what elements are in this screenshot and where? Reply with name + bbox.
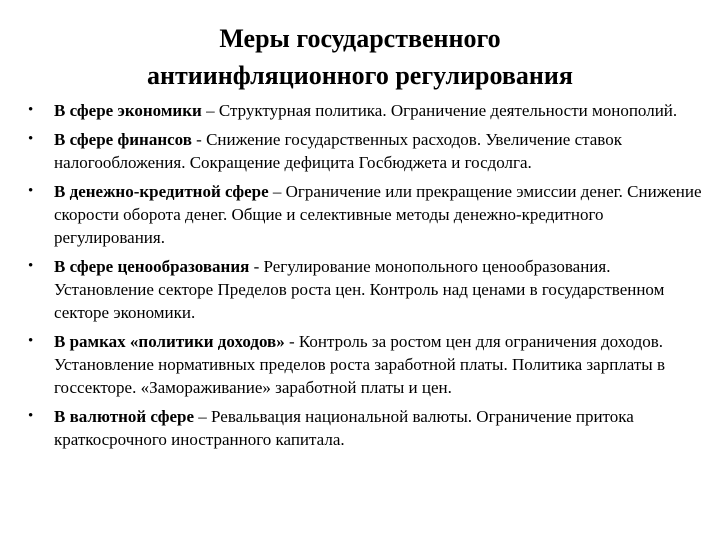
title-line-2: антиинфляционного регулирования [147, 61, 573, 90]
bullet-item-monetary [25, 180, 705, 249]
bullet-lead: В сфере ценообразования [54, 257, 250, 276]
bullet-text: - Регулирование монопольного ценообразования. Установление секторе Пределов роста цен. Контроль над ценами в государственном секторе экономики. [54, 257, 665, 322]
bullet-icon: • [28, 131, 34, 147]
bullet-icon: • [28, 102, 34, 118]
bullet-lead: В рамках «политики доходов» [54, 332, 285, 351]
bullet-text: – Ревальвация национальной валюты. Ограничение притока краткосрочного иностранного капитала. [54, 407, 634, 449]
bullet-item-currency [25, 405, 705, 451]
title-line-1: Меры государственного [219, 24, 501, 53]
bullet-item-economy [25, 99, 705, 122]
bullet-icon: • [28, 258, 34, 274]
bullet-icon: • [28, 183, 34, 199]
bullet-icon: • [28, 408, 34, 424]
bullet-text: – Структурная политика. Ограничение деятельности монополий. [201, 101, 678, 120]
bullet-item-pricing [25, 255, 705, 324]
bullet-lead: В сфере экономики [54, 101, 202, 120]
bullet-list [25, 99, 705, 457]
bullet-item-finance [25, 128, 705, 174]
bullet-item-income-policy [25, 330, 705, 399]
bullet-text: - Снижение государственных расходов. Увеличение ставок налогообложения. Сокращение дефицита Госбюджета и госдолга. [54, 130, 622, 172]
bullet-lead: В валютной сфере [54, 407, 195, 426]
bullet-lead: В денежно-кредитной сфере [54, 182, 269, 201]
bullet-icon: • [28, 333, 34, 349]
slide-title [60, 20, 660, 94]
bullet-text: – Ограничение или прекращение эмиссии денег. Снижение скорости оборота денег. Общие и селективные методы денежно-кредитного регулирования. [54, 182, 702, 247]
bullet-text: - Контроль за ростом цен для ограничения доходов. Установление нормативных пределов роста заработной платы. Политика зарплаты в госсекторе. «Замораживание» заработной платы и цен. [54, 332, 666, 397]
bullet-lead: В сфере финансов [54, 130, 192, 149]
